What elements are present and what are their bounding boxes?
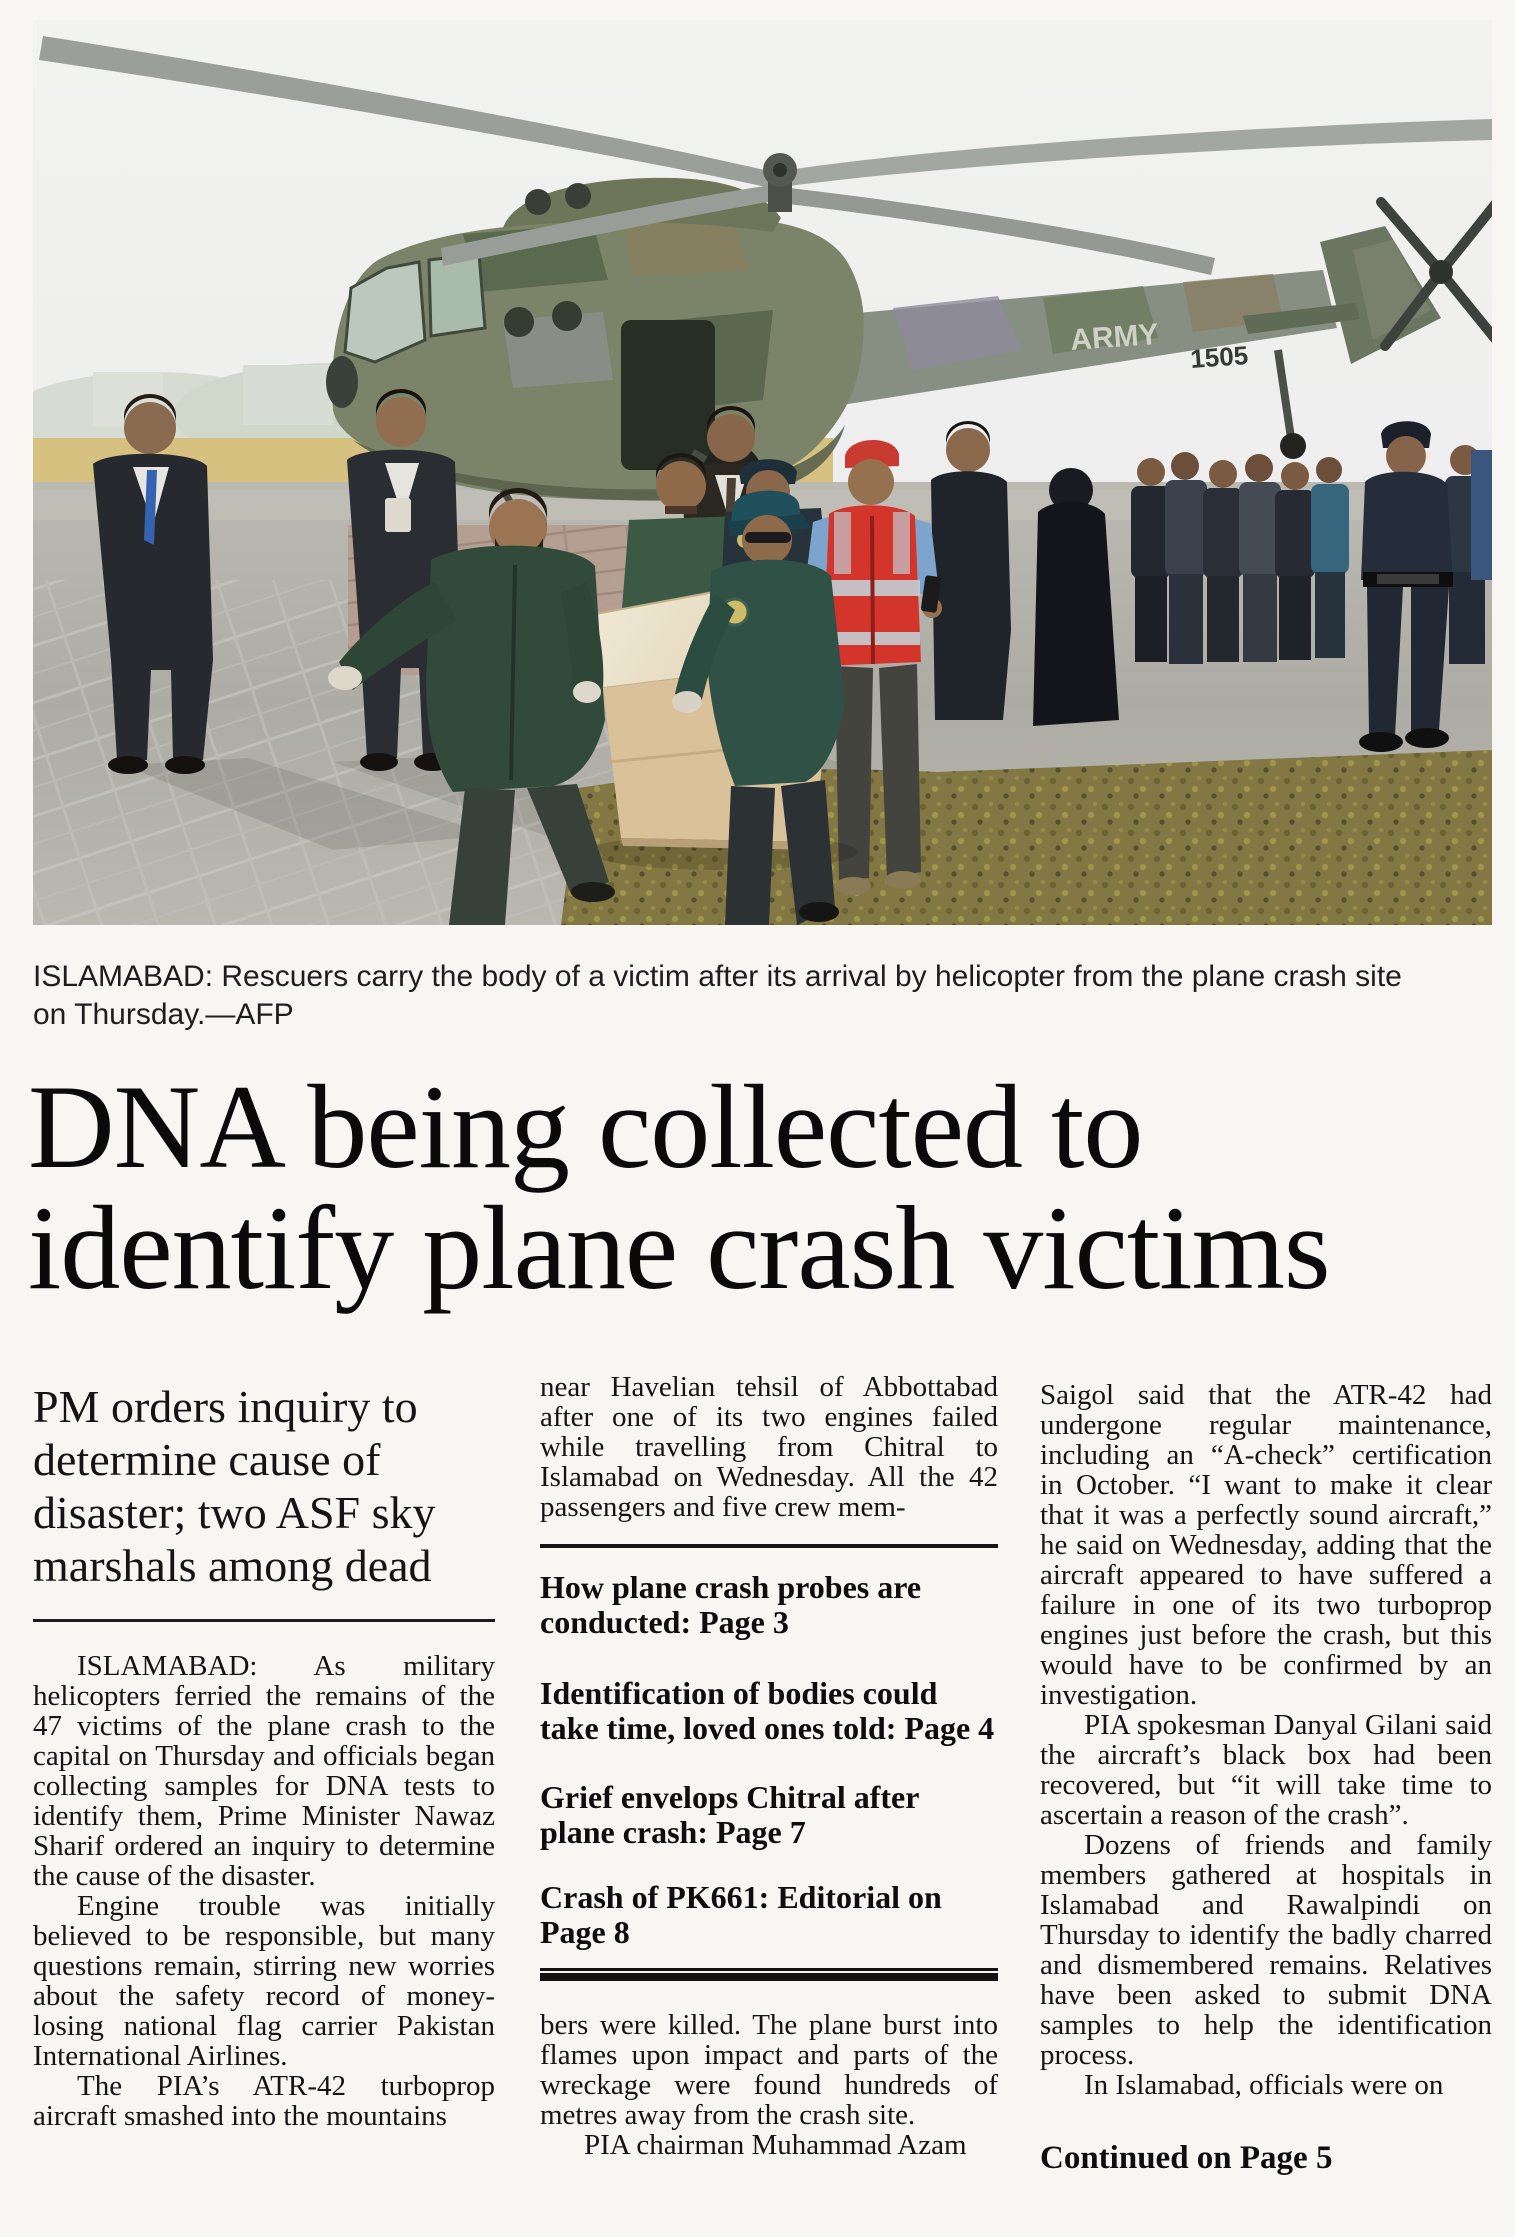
inset-ref-page4: Identification of bodies could take time, loved ones told: Page 4 xyxy=(540,1675,995,1746)
inset-ref-page8: Crash of PK661: Editorial on Page 8 xyxy=(540,1879,942,1950)
headline-line2: identify plane crash victims xyxy=(28,1181,1330,1314)
inset-bottom-rule xyxy=(540,1968,998,1981)
paragraph: bers were killed. The plane burst into flames upon impact and parts of the wreckage were found hundreds of metres away from the crash site. xyxy=(540,2009,998,2131)
paragraph: near Havelian tehsil of Abbottabad after one of its two engines failed while travelling from Chitral to Islamabad on Wednesday. All the 42 passengers and five crew mem- xyxy=(540,1371,998,1523)
photo-caption: ISLAMABAD: Rescuers carry the body of a victim after its arrival by helicopter from the plane crash site on Thursday.—AFP xyxy=(33,960,1402,1031)
news-photo xyxy=(33,20,1492,925)
paragraph: In Islamabad, officials were on xyxy=(1084,2069,1444,2101)
news-photo-illustration xyxy=(33,20,1492,925)
paragraph: Saigol said that the ATR-42 had undergone regular maintenance, including an “A-check” certification in October. “I want to make it clear that it was a perfectly sound aircraft,” he said on Wednesday, adding that the aircraft appeared to have suffered a failure in one of its two turboprop engines just before the crash, but this would have to be confirmed by an investigation. xyxy=(1040,1379,1492,1711)
tail-number: 1505 xyxy=(1189,340,1250,374)
subhead-rule xyxy=(33,1619,495,1622)
tail-marking: ARMY xyxy=(1069,317,1160,357)
inset-ref-page7: Grief envelops Chitral after plane crash: Page 7 xyxy=(540,1779,919,1850)
paragraph: Dozens of friends and family members gathered at hospitals in Islamabad and Rawalpindi on Thursday to identify the badly charred and dismembered remains. Relatives have been asked to submit DNA samples to help the identification process. xyxy=(1040,1829,1492,2071)
paragraph: ISLAMABAD: As military helicopters ferried the remains of the 47 victims of the plane crash to the capital on Thursday and officials began collecting samples for DNA tests to identify them, Prime Minister Nawaz Sharif ordered an inquiry to determine the cause of the disaster. xyxy=(33,1650,495,1892)
paragraph: PIA spokesman Danyal Gilani said the aircraft’s black box had been recovered, but “it will take time to ascertain a reason of the crash”. xyxy=(1040,1709,1492,1831)
paragraph: Engine trouble was initially believed to be responsible, but many questions remain, stirring new worries about the safety record of money-losing national flag carrier Pakistan International Airlines. xyxy=(33,1890,495,2072)
column-2 xyxy=(540,1372,998,2160)
headline xyxy=(28,1060,1498,1314)
column-1 xyxy=(33,1372,495,2131)
headline-line1: DNA being collected to xyxy=(28,1060,1143,1193)
column-3 xyxy=(1040,1372,1492,2176)
subheadline: PM orders inquiry to determine cause of disaster; two ASF sky marshals among dead xyxy=(33,1381,436,1591)
inset-ref-page3: How plane crash probes are conducted: Page 3 xyxy=(540,1569,922,1640)
paragraph: The PIA’s ATR-42 turboprop aircraft smashed into the mountains xyxy=(33,2070,495,2132)
continued-notice: Continued on Page 5 xyxy=(1040,2140,1333,2176)
inset-top-rule xyxy=(540,1544,998,1548)
paragraph: PIA chairman Muhammad Azam xyxy=(584,2129,967,2161)
